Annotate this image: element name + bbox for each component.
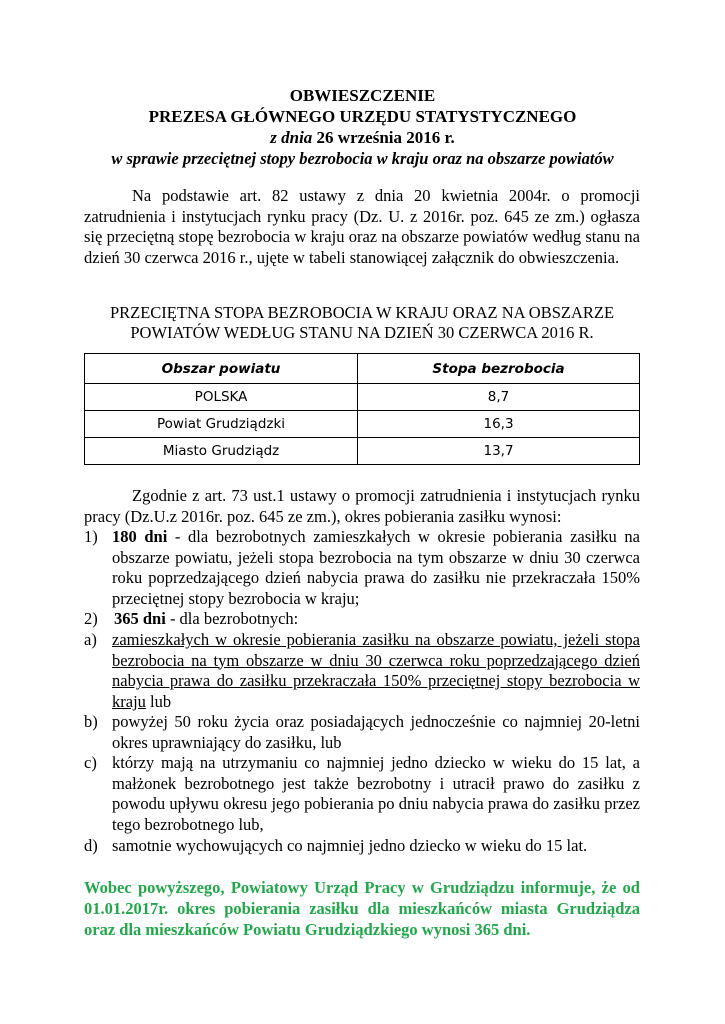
rate-cell: 8,7: [358, 384, 640, 411]
date-value: 26 września 2016 r.: [316, 128, 455, 147]
item2-text: - dla bezrobotnych:: [165, 609, 299, 628]
list-marker: 1): [84, 527, 98, 546]
area-cell: Miasto Grudziądz: [85, 438, 358, 465]
rate-cell: 16,3: [358, 411, 640, 438]
column-header-rate: Stopa bezrobocia: [358, 354, 640, 384]
list-marker: b): [84, 712, 98, 731]
doc-title: OBWIESZCZENIE: [289, 86, 436, 105]
item-c-text: którzy mają na utrzymaniu co najmniej jedno dziecko w wieku do 15 lat, a małżonek bezrobotnego jest także bezrobotny i utracił prawo do zasiłku z powodu upływu okresu jego pobierania po dniu nabycia prawa do zasiłku przez tego bezrobotnego lub,: [112, 753, 640, 834]
table-row: [85, 438, 640, 465]
item-a-underlined: zamieszkałych w okresie pobierania zasiłku na obszarze powiatu, jeżeli stopa bezrobocia na tym obszarze w dniu 30 czerwca roku poprzedzającego dzień nabycia prawa do zasiłku przekraczała 150% przeciętnej stopy bezrobocia w kraju: [112, 630, 640, 711]
unemployment-table: [84, 353, 640, 465]
doc-issuer: PREZESA GŁÓWNEGO URZĘDU STATYSTYCZNEGO: [148, 107, 577, 126]
column-header-area: Obszar powiatu: [85, 354, 358, 384]
date-prefix: z dnia: [270, 128, 313, 147]
list-marker: a): [84, 630, 97, 649]
period-180: 180 dni: [112, 527, 168, 546]
item-b-text: powyżej 50 roku życia oraz posiadających jednocześnie co najmniej 20-letni okres uprawniający do zasiłku, lub: [112, 712, 640, 752]
legal-basis-paragraph: Zgodnie z art. 73 ust.1 ustawy o promocji zatrudnienia i instytucjach rynku pracy (Dz.U.z 2016r. poz. 645 ze zm.), okres pobierania zasiłku wynosi:: [84, 486, 640, 526]
item1-text: - dla bezrobotnych zamieszkałych w okresie pobierania zasiłku na obszarze powiatu, jeżeli stopa bezrobocia na tym obszarze w dniu 30 czerwca roku poprzedzającego dzień nabycia prawa do zasiłku nie przekraczała 150% przeciętnej stopy bezrobocia w kraju;: [112, 527, 640, 608]
intro-paragraph: Na podstawie art. 82 ustawy z dnia 20 kwietnia 2004r. o promocji zatrudnienia i instytucjach rynku pracy (Dz. U. z 2016r. poz. 645 ze zm.) ogłasza się przeciętną stopę bezrobocia w kraju oraz na obszarze powiatów według stanu na dzień 30 czerwca 2016 r., ujęte w tabeli stanowiącej załącznik do obwieszczenia.: [84, 186, 640, 267]
pup-notice: Wobec powyższego, Powiatowy Urząd Pracy w Grudziądzu informuje, że od 01.01.2017r. okres pobierania zasiłku dla mieszkańców miasta Grudziądza oraz dla mieszkańców Powiatu Grudziądzkiego wynosi 365 dni.: [84, 878, 640, 939]
list-marker: c): [84, 753, 97, 772]
rate-cell: 13,7: [358, 438, 640, 465]
item-d-text: samotnie wychowujących co najmniej jedno dziecko w wieku do 15 lat.: [112, 836, 588, 855]
table-title-line1: PRZECIĘTNA STOPA BEZROBOCIA W KRAJU ORAZ NA OBSZARZE: [109, 303, 615, 322]
list-marker: 2): [84, 609, 98, 628]
table-header-row: [85, 354, 640, 384]
area-cell: Powiat Grudziądzki: [85, 411, 358, 438]
item-a-tail: lub: [145, 691, 172, 711]
list-marker: d): [84, 836, 98, 855]
area-cell: POLSKA: [85, 384, 358, 411]
table-title-line2: POWIATÓW WEDŁUG STANU NA DZIEŃ 30 CZERWCA 2016 R.: [130, 323, 594, 342]
period-365: 365 dni: [114, 609, 166, 628]
doc-date: [0, 128, 725, 148]
list-item-1: [84, 527, 640, 611]
table-row: [85, 411, 640, 438]
table-row: [85, 384, 640, 411]
doc-subject: w sprawie przeciętnej stopy bezrobocia w kraju oraz na obszarze powiatów: [111, 149, 614, 168]
